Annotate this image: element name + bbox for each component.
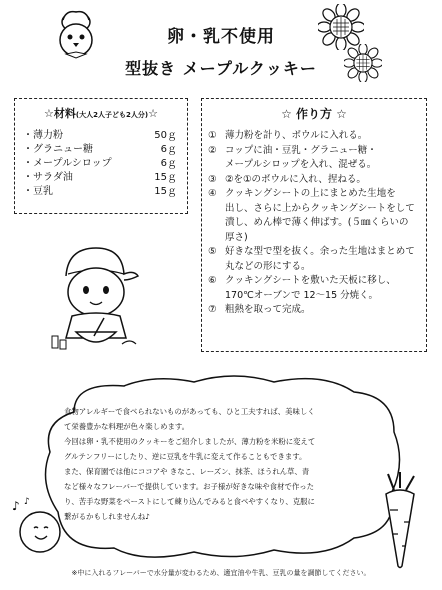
ingredients-box bbox=[14, 98, 188, 214]
step-item: ② コップに油・豆乳・グラニュー糖・ メープルシロップを入れ、混ぜる。 bbox=[208, 144, 377, 170]
step-item: ⑦ 粗熱を取って完成。 bbox=[208, 304, 311, 315]
svg-text:♪: ♪ bbox=[12, 499, 20, 513]
step-item: ③ ②を①のボウルに入れ、捏ねる。 bbox=[208, 173, 366, 185]
ingredient-item: ・豆乳 15ｇ bbox=[23, 186, 177, 197]
step-item: ⑤ 好きな型で型を抜く。余った生地はまとめて 丸などの形にする。 bbox=[208, 246, 415, 272]
note-line: グルテンフリーにしたり、逆に豆乳を牛乳に変えて作ることもできます。 bbox=[64, 452, 307, 461]
ingredient-item: ・サラダ油 15ｇ bbox=[23, 172, 177, 183]
smiling-face-illustration bbox=[8, 496, 70, 558]
recipe-title-line1: 卵・乳不使用 bbox=[167, 27, 275, 47]
step-item: ④ クッキングシートの上にまとめた生地を 出し、さらに上からクッキングシートをして 潰し、めん棒で薄く伸ばす。(５㎜くらいの 厚さ) bbox=[208, 188, 415, 243]
steps-title: ☆ 作り方 ☆ bbox=[281, 107, 347, 121]
ingredient-item: ・薄力粉 50ｇ bbox=[23, 130, 177, 141]
ingredient-item: ・メープルシロップ 6ｇ bbox=[23, 158, 177, 169]
ingredients-list bbox=[23, 129, 177, 199]
step-item: ① 薄力粉を計り、ボウルに入れる。 bbox=[208, 130, 368, 141]
recipe-title-line2: 型抜き メープルクッキー bbox=[125, 59, 317, 78]
ingredients-title: ☆材料(大人2人子ども2人分)☆ bbox=[44, 107, 158, 120]
footer-note: ※中に入れるフレーバーで水分量が変わるため、適宜油や牛乳、豆乳の量を調節してください。 bbox=[71, 569, 371, 577]
step-item: ⑥ クッキングシートを敷いた天板に移し、 170℃オーブンで 12～15 分焼く。 bbox=[208, 275, 396, 301]
ingredient-item: ・グラニュー糖 6ｇ bbox=[23, 144, 177, 155]
steps-list bbox=[208, 129, 420, 318]
note-line: て栄養豊かな料理が色々楽しめます。 bbox=[64, 422, 190, 431]
note-line: など様々なフレーバーで提供しています。お子様が好きな味や食材で作った bbox=[64, 482, 315, 491]
note-line: り、苦手な野菜をペーストにして練り込んでみると食べやすくなり、克服に bbox=[64, 497, 315, 506]
svg-text:♪: ♪ bbox=[24, 497, 30, 507]
steps-box bbox=[201, 98, 427, 352]
nutrition-note bbox=[64, 404, 386, 524]
child-cooking-illustration bbox=[46, 240, 142, 358]
note-line: 食物アレルギーで食べられないものがあっても、ひと工夫すれば、美味しく bbox=[64, 407, 315, 416]
note-line: 繋がるかもしれませんね♪ bbox=[64, 512, 151, 521]
note-line: また、保育園では他にココアや きなこ、レーズン、抹茶、ほうれん草、青 bbox=[64, 467, 310, 476]
note-line: 今回は卵・乳不使用のクッキーをご紹介しましたが、薄力粉を米粉に変えて bbox=[64, 437, 316, 446]
